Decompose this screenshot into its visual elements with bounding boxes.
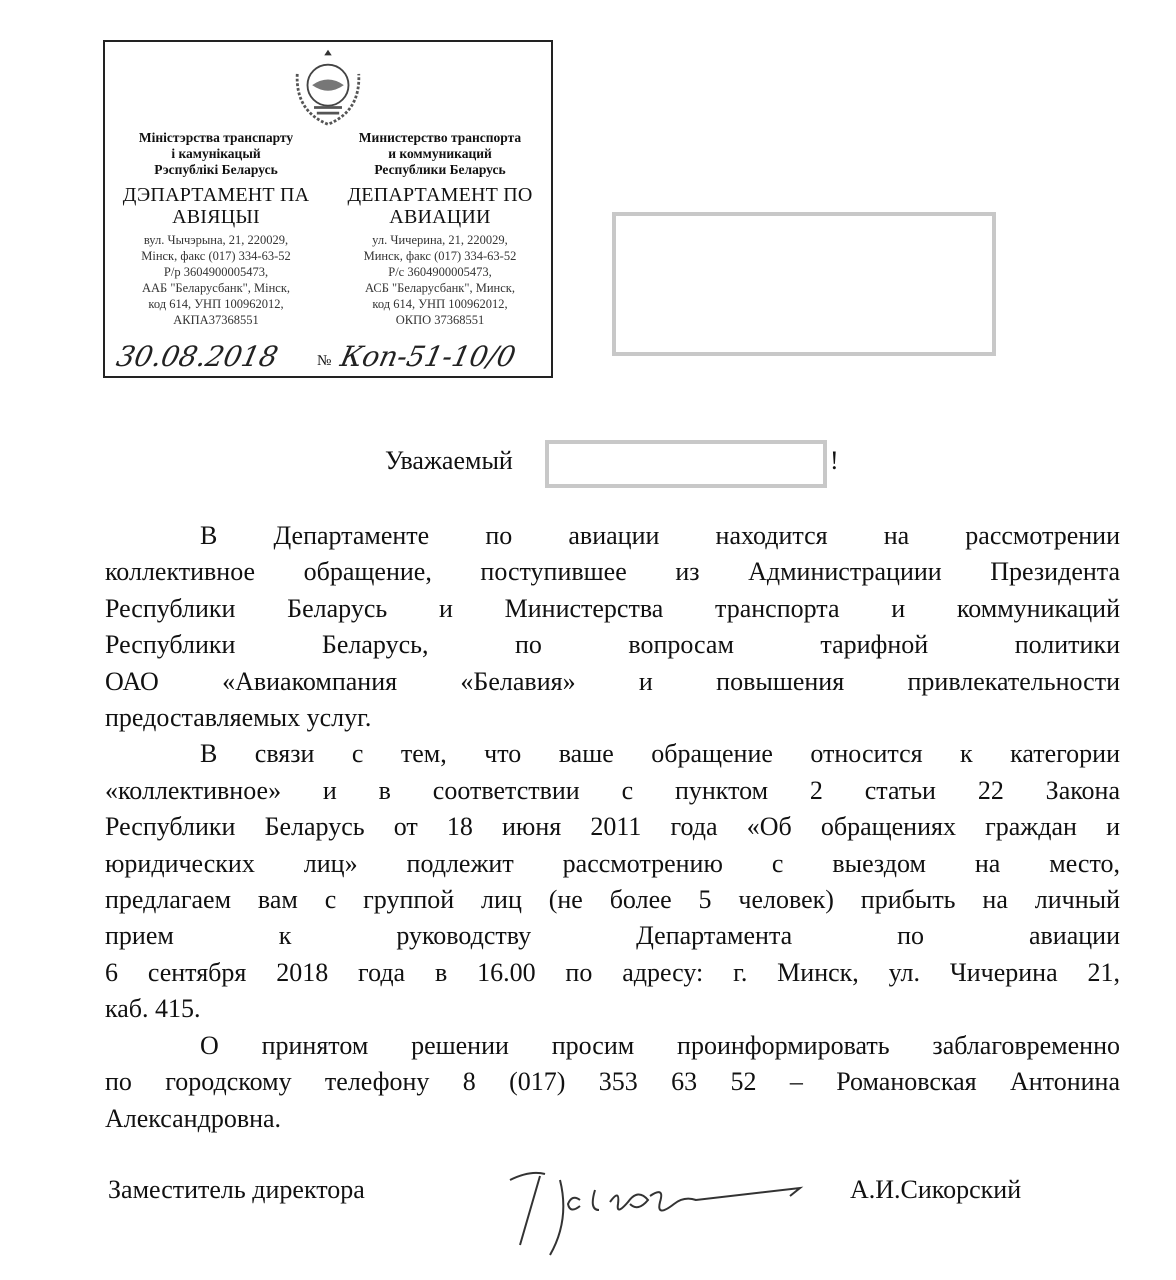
state-emblem-icon — [285, 46, 371, 128]
handwritten-date: 30.08.2018 — [113, 340, 281, 373]
text-line: «коллективное» и в соответствии с пунктом 2 статьи 22 Закона — [105, 775, 1120, 805]
text-line: прием к руководству Департамента по авиации — [105, 921, 1120, 951]
address-line: АКПА37368551 — [173, 313, 259, 327]
ministry-line: і камунікацый — [171, 146, 261, 161]
text-line: Республики Беларусь и Министерства транспорта и коммуникаций — [105, 593, 1120, 623]
redacted-name — [545, 440, 827, 488]
text-line: В Департаменте по авиации находится на рассмотрении — [200, 521, 1120, 550]
text-line: предлагаем вам с группой лиц (не более 5 человек) прибыть на личный — [105, 885, 1120, 915]
ministry-line: Министерство транспорта — [358, 130, 522, 145]
redacted-recipient — [612, 212, 996, 356]
ministry-line: Республики Беларусь — [374, 162, 506, 177]
address-line: ул. Чичерина, 21, 220029, — [372, 233, 508, 247]
text-line: коллективное обращение, поступившее из Администрациии Президента — [105, 557, 1120, 587]
ministry-line: и коммуникаций — [388, 146, 492, 161]
text-line: по городскому телефону 8 (017) 353 63 52 – Романовская Антонина — [105, 1067, 1120, 1097]
letterhead-russian — [329, 130, 551, 328]
text-line: Республики Беларусь, по вопросам тарифной политики — [105, 630, 1120, 660]
text-line: каб. 415. — [105, 994, 201, 1024]
address-line: код 614, УНП 100962012, — [148, 297, 284, 311]
department-line: ДЕПАРТАМЕНТ ПО — [347, 184, 533, 206]
address-line: АСБ "Беларусбанк", Минск, — [365, 281, 515, 295]
address-line: вул. Чычэрына, 21, 220029, — [143, 233, 289, 247]
address-line: код 614, УНП 100962012, — [372, 297, 508, 311]
handwritten-signature — [500, 1160, 820, 1260]
ministry-line: Рэспублікі Беларусь — [154, 162, 278, 177]
text-line: О принятом решении просим проинформировать заблаговременно — [200, 1030, 1120, 1060]
ministry-line: Міністэрства транспарту — [138, 130, 294, 145]
text-line: юридических лиц» подлежит рассмотрению с выездом на место, — [105, 848, 1120, 878]
department-line: ДЭПАРТАМЕНТ ПА — [122, 184, 310, 206]
text-line: 6 сентября 2018 года в 16.00 по адресу: г. Минск, ул. Чичерина 21, — [105, 957, 1120, 987]
address-line: Р/р 3604900005473, — [163, 265, 269, 279]
text-line: В связи с тем, что ваше обращение относится к категории — [200, 739, 1120, 769]
number-sign: № — [317, 353, 332, 369]
department-line: АВІЯЦЫІ — [172, 206, 260, 228]
letterhead-stamp — [103, 40, 553, 378]
address-line: ААБ "Беларусбанк", Мінск, — [141, 281, 291, 295]
signatory-position: Заместитель директора — [108, 1175, 365, 1204]
address-line: Мінск, факс (017) 334-63-52 — [141, 249, 291, 263]
text-line: Александровна. — [105, 1103, 282, 1133]
text-line: Республики Беларусь от 18 июня 2011 года «Об обращениях граждан и — [105, 812, 1120, 842]
paragraph — [105, 1028, 1120, 1137]
paragraph — [105, 518, 1120, 736]
signatory-name: А.И.Сикорский — [850, 1175, 1022, 1204]
address-line: Минск, факс (017) 334-63-52 — [363, 249, 517, 263]
handwritten-number: Коп-51-10/0 — [337, 340, 519, 373]
address-line: ОКПО 37368551 — [395, 313, 485, 327]
salutation-end: ! — [830, 446, 839, 475]
text-line: ОАО «Авиакомпания «Белавия» и повышения привлекательности — [105, 666, 1120, 696]
salutation-greeting: Уважаемый — [385, 446, 513, 475]
letter-body — [105, 518, 1120, 1137]
department-line: АВИАЦИИ — [389, 206, 491, 228]
text-line: предоставляемых услуг. — [105, 703, 372, 733]
address-line: Р/с 3604900005473, — [388, 265, 492, 279]
letterhead-belarusian — [105, 130, 327, 328]
paragraph — [105, 736, 1120, 1027]
